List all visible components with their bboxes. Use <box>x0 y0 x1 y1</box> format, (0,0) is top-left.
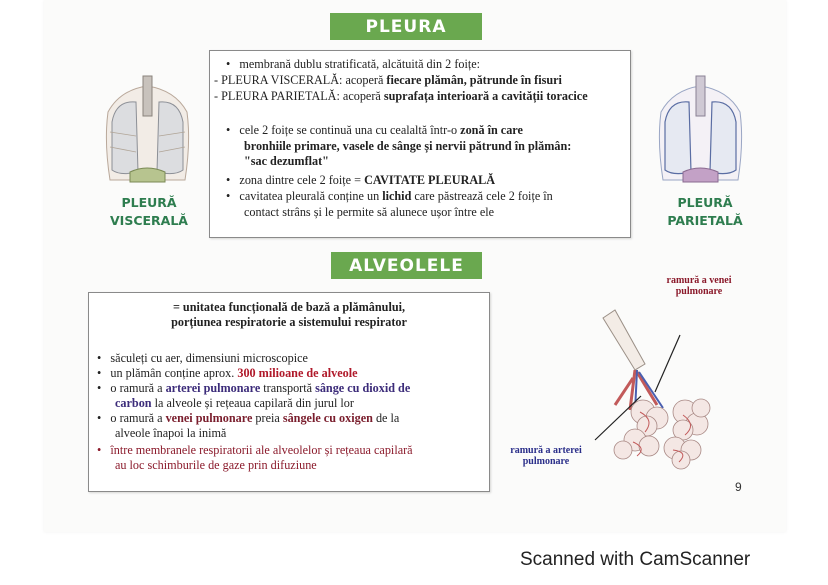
alveole-bullet-3-highlight3: carbon <box>115 396 152 410</box>
lungs-parietal-illustration <box>653 72 748 190</box>
alveole-bullet-1-text: săculeți cu aer, dimensiuni microscopice <box>110 351 308 365</box>
pleura-bullet-4-prefix: cavitatea pleurală conține un <box>239 189 383 203</box>
lungs-visceral-illustration <box>100 72 195 190</box>
alveole-bullet-4-suffix: de la <box>372 411 400 425</box>
alveole-bullet-5-line2: au loc schimburile de gaze prin difuziune <box>115 458 317 472</box>
side-label-parietal <box>650 194 760 230</box>
pleura-bullet-2-prefix: cele 2 foițe se continuă una cu cealaltă într-o <box>239 123 461 137</box>
alveole-bullet-5-text: între membranele respiratorii ale alveolelor și rețeaua capilară <box>110 443 413 457</box>
alveole-title: ALVEOLELE <box>349 255 464 276</box>
alveole-definition-1: = unitatea funcțională de bază a plămânului, <box>172 300 406 314</box>
alveole-bullet-5: • între membranele respiratorii ale alveolelor și rețeaua capilară <box>97 443 413 457</box>
pleura-bullet-4-bold: lichid <box>382 189 412 203</box>
label-pulmonary-vein-line2: pulmonare <box>675 286 723 297</box>
pleura-bullet-2-bold1: zonă în care <box>460 123 523 137</box>
alveole-bullet-3-prefix: o ramură a <box>110 381 166 395</box>
pleura-visceral-line <box>214 73 562 87</box>
alveole-bullet-2-prefix: un plămân conține aprox. <box>110 366 238 380</box>
pleura-bullet-3: • zona dintre cele 2 foițe = CAVITATE PLEURALĂ <box>226 173 496 187</box>
alveole-bullet-3-highlight1: arterei pulmonare <box>165 381 261 395</box>
alveole-bullet-4: • o ramură a venei pulmonare preia sângele cu oxigen de la <box>97 411 400 425</box>
label-pulmonary-vein <box>654 275 744 297</box>
side-label-visceral-line2: VISCERALĂ <box>110 213 188 228</box>
alveole-bullet-1: • săculeți cu aer, dimensiuni microscopice <box>97 351 308 365</box>
alveole-bullet-3-highlight2: sânge cu dioxid de <box>315 381 411 395</box>
pleura-bullet-2-bold2: bronhiile primare, vasele de sânge și nervii pătrund în plămân: <box>244 139 572 153</box>
pleura-visceral-bold: fiecare plămân, pătrunde în fisuri <box>386 73 562 87</box>
alveole-bullet-4-prefix: o ramură a <box>110 411 166 425</box>
label-pulmonary-vein-line1: ramură a venei <box>666 275 732 286</box>
pleura-bullet-1: • membrană dublu stratificată, alcătuită din 2 foițe: <box>226 57 481 71</box>
pleura-parietal-bold: suprafața interioară a cavității toracice <box>383 89 588 103</box>
pleura-title: PLEURA <box>365 16 447 37</box>
side-label-parietal-line1: PLEURĂ <box>677 195 733 210</box>
pleura-bullet-1-text: membrană dublu stratificată, alcătuită din 2 foițe: <box>239 57 481 71</box>
pleura-parietal-prefix: - PLEURA PARIETALĂ: acoperă <box>214 89 384 103</box>
side-label-parietal-line2: PARIETALĂ <box>667 213 743 228</box>
pleura-bullet-4: • cavitatea pleurală conține un lichid care păstrează cele 2 foițe în <box>226 189 553 203</box>
pleura-parietal-line <box>214 89 588 103</box>
alveole-bullet-2: • un plămân conține aprox. 300 milioane de alveole <box>97 366 358 380</box>
side-label-visceral-line1: PLEURĂ <box>121 195 177 210</box>
camscanner-footer: Scanned with CamScanner <box>520 549 751 570</box>
alveole-bullet-4-line2: alveole înapoi la inimă <box>115 426 227 440</box>
side-label-visceral <box>94 194 204 230</box>
page-number: 9 <box>735 480 742 494</box>
label-pulmonary-artery <box>496 445 596 467</box>
alveole-bullet-4-mid: preia <box>252 411 283 425</box>
alveole-bullet-4-highlight1: venei pulmonare <box>165 411 253 425</box>
label-pulmonary-artery-line1: ramură a arterei <box>510 445 582 456</box>
alveole-bullet-4-highlight2: sângele cu oxigen <box>282 411 373 425</box>
alveole-bullet-2-highlight: 300 milioane de alveole <box>237 366 358 380</box>
alveole-bullet-3-mid: transportă <box>260 381 316 395</box>
pleura-bullet-2-bold3: "sac dezumflat" <box>244 154 329 168</box>
label-pulmonary-artery-line2: pulmonare <box>522 456 570 467</box>
alveole-definition-2: porțiunea respiratorie a sistemului respirator <box>171 315 407 329</box>
alveole-bullet-3: • o ramură a arterei pulmonare transportă sânge cu dioxid de <box>97 381 411 395</box>
alveole-bullet-3-suffix: la alveole și rețeaua capilară din jurul lor <box>151 396 354 410</box>
pleura-bullet-3-bold: CAVITATE PLEURALĂ <box>364 173 496 187</box>
alveole-text-box <box>88 292 490 492</box>
pleura-bullet-4-line2: contact strâns și le permite să alunece ușor între ele <box>244 205 495 219</box>
pleura-bullet-4-suffix: care păstrează cele 2 foițe în <box>411 189 553 203</box>
pleura-title-banner <box>330 13 482 40</box>
alveole-title-banner <box>331 252 482 279</box>
pleura-bullet-3-prefix: zona dintre cele 2 foițe = <box>239 173 365 187</box>
pleura-text-box <box>209 50 631 238</box>
alveole-bullet-3-line2 <box>115 396 354 410</box>
pleura-bullet-2: • cele 2 foițe se continuă una cu cealaltă într-o zonă în care <box>226 123 523 137</box>
alveoli-diagram <box>585 300 735 475</box>
pleura-visceral-prefix: - PLEURA VISCERALĂ: acoperă <box>214 73 387 87</box>
